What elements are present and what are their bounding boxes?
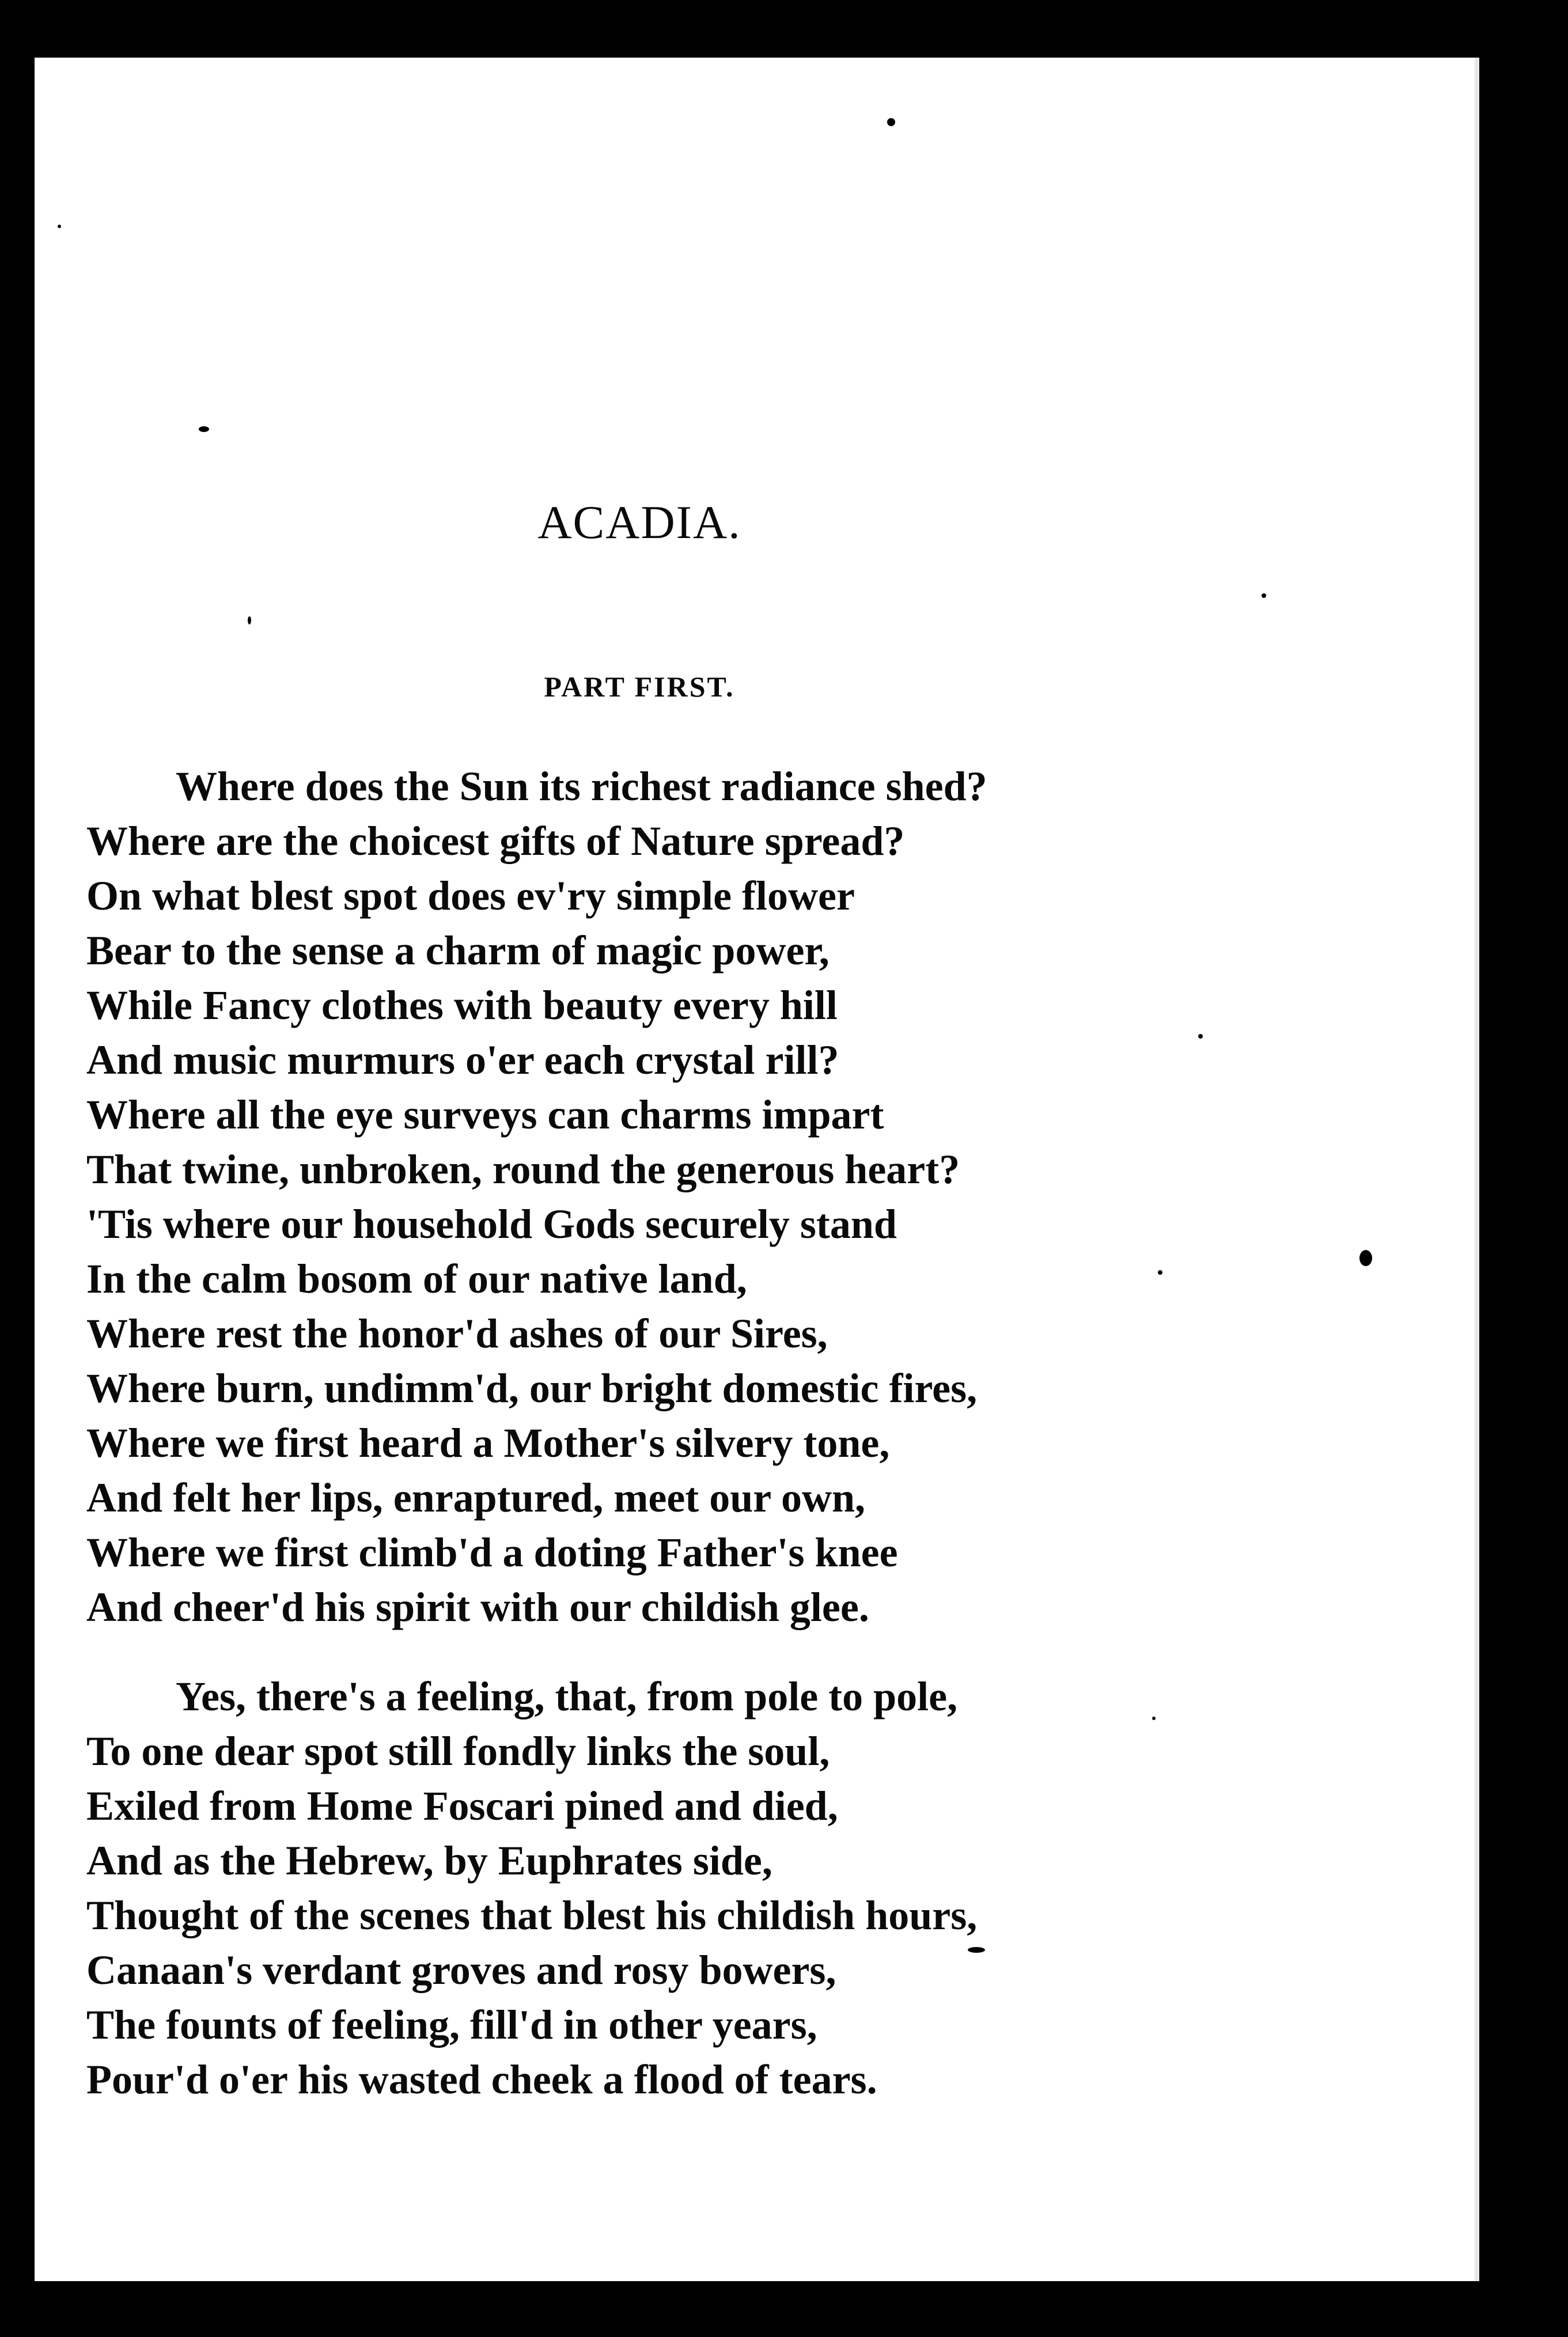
scan-speck bbox=[199, 426, 209, 432]
stanza-1 bbox=[86, 759, 987, 1635]
poem-line: And cheer'd his spirit with our childish glee. bbox=[86, 1584, 869, 1630]
poem-line: The founts of feeling, fill'd in other years, bbox=[86, 2002, 817, 2048]
poem-line: Where all the eye surveys can charms impart bbox=[86, 1092, 884, 1138]
page-sheet bbox=[35, 58, 1475, 2281]
scan-speck bbox=[1262, 593, 1266, 598]
poem-line: And music murmurs o'er each crystal rill? bbox=[86, 1037, 839, 1083]
poem-line: And as the Hebrew, by Euphrates side, bbox=[86, 1838, 772, 1884]
poem-line: Where are the choicest gifts of Nature spread? bbox=[86, 818, 905, 864]
poem-line: Yes, there's a feeling, that, from pole to pole, bbox=[176, 1673, 958, 1719]
poem-line: Exiled from Home Foscari pined and died, bbox=[86, 1783, 838, 1829]
page-title: ACADIA. bbox=[537, 496, 741, 548]
poem-line: Bear to the sense a charm of magic power, bbox=[86, 927, 830, 974]
poem-line: Thought of the scenes that blest his childish hours, bbox=[86, 1892, 978, 1938]
poem-line: That twine, unbroken, round the generous heart? bbox=[86, 1146, 960, 1192]
poem-line: To one dear spot still fondly links the soul, bbox=[86, 1728, 830, 1774]
scan-speck bbox=[58, 225, 61, 228]
scan-speck bbox=[248, 616, 251, 624]
part-heading: PART FIRST. bbox=[544, 671, 735, 703]
scan-speck bbox=[1198, 1034, 1203, 1039]
scan-speck bbox=[1158, 1270, 1162, 1275]
poem-line: Where we first heard a Mother's silvery tone, bbox=[86, 1420, 890, 1466]
poem-line: Where rest the honor'd ashes of our Sires, bbox=[86, 1310, 828, 1357]
poem-line: Pour'd o'er his wasted cheek a flood of tears. bbox=[86, 2056, 877, 2103]
poem-line: Where burn, undimm'd, our bright domestic fires, bbox=[86, 1365, 978, 1411]
poem-line: And felt her lips, enraptured, meet our own, bbox=[86, 1475, 866, 1521]
poem-line: In the calm bosom of our native land, bbox=[86, 1256, 747, 1302]
scan-speck bbox=[968, 1947, 985, 1953]
poem-line: While Fancy clothes with beauty every hill bbox=[86, 982, 838, 1028]
poem-line: Where we first climb'd a doting Father's knee bbox=[86, 1529, 898, 1575]
page-edge bbox=[1475, 58, 1479, 2281]
scan-speck bbox=[887, 118, 895, 126]
scan-speck bbox=[1152, 1717, 1156, 1720]
poem-line: On what blest spot does ev'ry simple flower bbox=[86, 873, 855, 919]
stanza-2 bbox=[86, 1669, 977, 2107]
scan-speck bbox=[1359, 1250, 1372, 1266]
poem-line: Canaan's verdant groves and rosy bowers, bbox=[86, 1947, 836, 1993]
poem-line: Where does the Sun its richest radiance shed? bbox=[176, 763, 987, 809]
poem-line: 'Tis where our household Gods securely stand bbox=[86, 1201, 897, 1247]
